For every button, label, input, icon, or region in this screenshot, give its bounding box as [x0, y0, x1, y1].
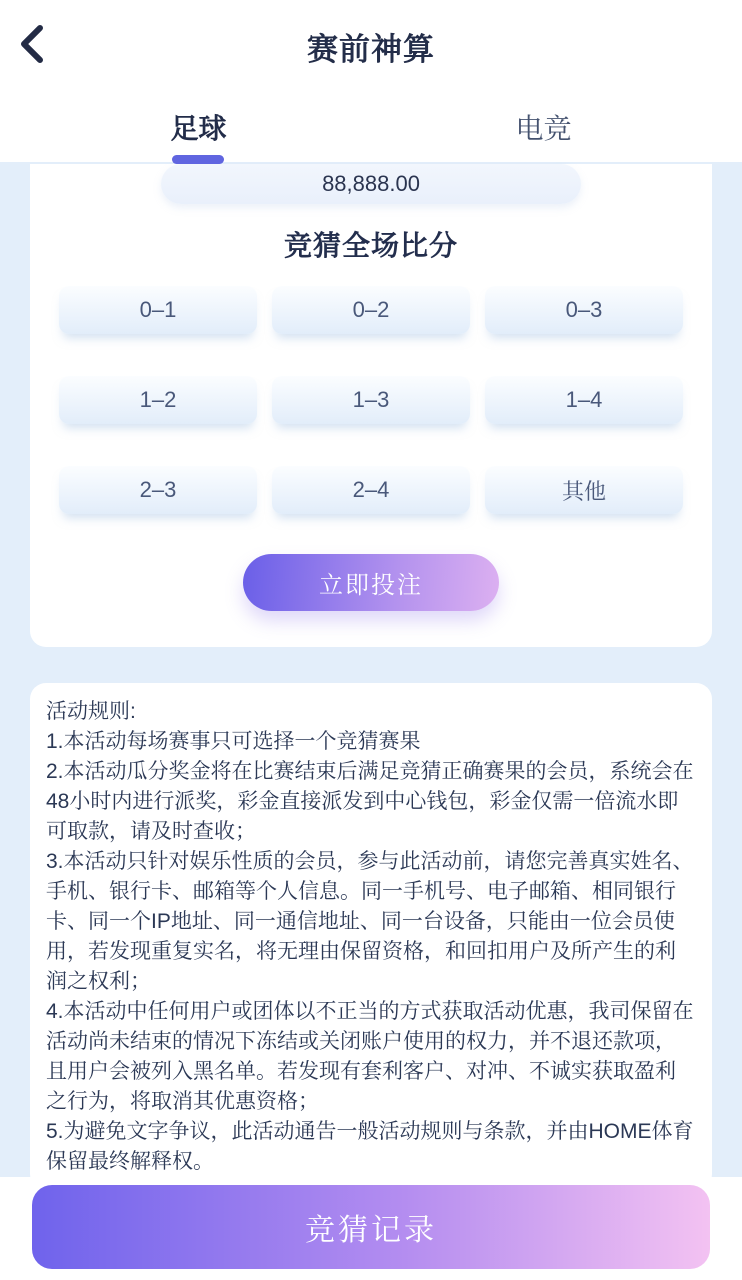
bet-now-button[interactable]: 立即投注	[243, 554, 499, 611]
rule-item: 5.为避免文字争议，此活动通告一般活动规则与条款，并由HOME体育保留最终解释权。	[46, 1120, 694, 1173]
footer-bar	[0, 1177, 742, 1280]
rule-item: 3.本活动只针对娱乐性质的会员，参与此活动前，请您完善真实姓名、手机、银行卡、邮箱等个人信息。同一手机号、电子邮箱、相同银行卡、同一个IP地址、同一通信地址、同一台设备，只能由一位会员使用，若发现重复实名，将无理由保留资格，和回扣用户及所产生的利润之权利；	[46, 850, 694, 993]
rule-item: 1.本活动每场赛事只可选择一个竞猜赛果	[46, 730, 421, 753]
score-option-0-3[interactable]: 0–3	[485, 286, 683, 334]
score-option-2-4[interactable]: 2–4	[272, 466, 470, 514]
page-title: 赛前神算	[307, 32, 435, 67]
score-option-1-2[interactable]: 1–2	[59, 376, 257, 424]
betting-panel	[30, 164, 712, 647]
score-option-0-1[interactable]: 0–1	[59, 286, 257, 334]
section-title: 竞猜全场比分	[283, 230, 458, 261]
rule-item: 4.本活动中任何用户或团体以不正当的方式获取活动优惠，我司保留在活动尚未结束的情况下冻结或关闭账户使用的权力，并不退还款项，且用户会被列入黑名单。若发现有套利客户、对冲、不诚实获取盈利之行为，将取消其优惠资格；	[46, 1000, 694, 1113]
score-option-2-3[interactable]: 2–3	[59, 466, 257, 514]
bet-record-button[interactable]: 竞猜记录	[32, 1185, 710, 1269]
tab-football[interactable]: 足球	[26, 106, 371, 148]
rules-card	[30, 683, 712, 1190]
prize-pool-display: 88,888.00	[161, 164, 581, 204]
tab-bar	[26, 106, 716, 148]
rule-item: 2.本活动瓜分奖金将在比赛结束后满足竞猜正确赛果的会员，系统会在48小时内进行派奖，彩金直接派发到中心钱包，彩金仅需一倍流水即可取款，请及时查收；	[46, 760, 694, 843]
score-option-other[interactable]: 其他	[485, 466, 683, 514]
tab-esports[interactable]: 电竞	[371, 106, 716, 148]
app-header	[0, 0, 742, 162]
score-option-1-3[interactable]: 1–3	[272, 376, 470, 424]
rules-title: 活动规则:	[46, 700, 136, 723]
score-option-1-4[interactable]: 1–4	[485, 376, 683, 424]
score-option-0-2[interactable]: 0–2	[272, 286, 470, 334]
active-tab-indicator	[172, 155, 224, 164]
score-options-grid	[30, 286, 712, 514]
